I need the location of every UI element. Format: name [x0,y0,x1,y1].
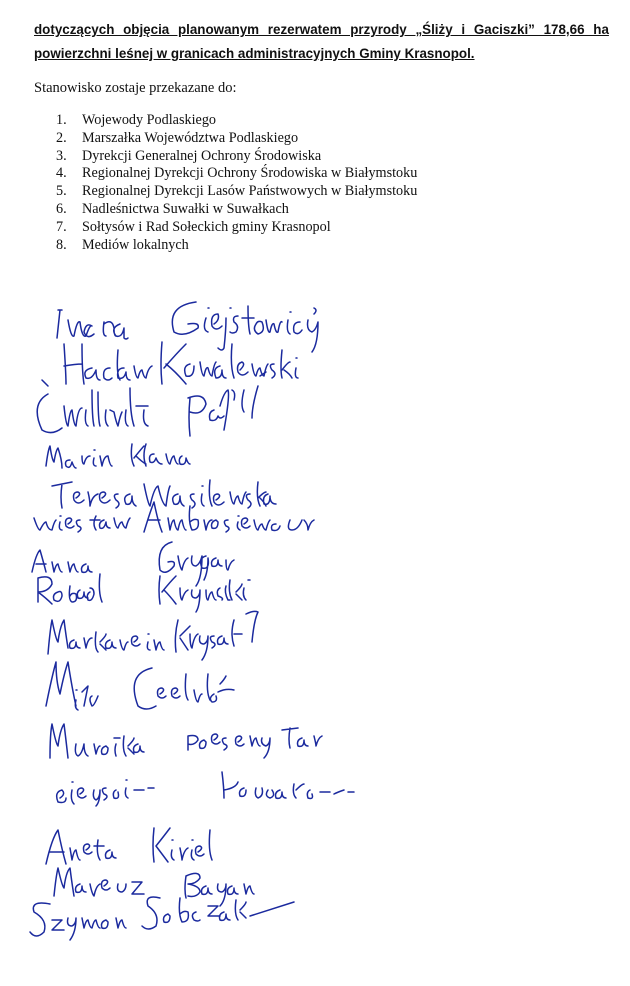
header-line-1: dotyczących objęcia planowanym rezerwatem przyrody „Śliży i Gaciszki” 178,66 ha [34,22,609,37]
signature-stroke [188,372,266,436]
signature-name [0,0,1,1]
handwritten-signatures [0,280,630,980]
list-text: Dyrekcji Generalnej Ochrony Środowiska [82,147,322,164]
signature-stroke [188,728,322,758]
list-text: Nadleśnictwa Suwałki w Suwałkach [82,200,289,217]
signature-stroke [38,574,102,604]
signature-stroke [222,772,354,799]
signature-stroke [161,342,298,384]
list-item [56,112,417,130]
list-number: 4. [56,165,67,182]
signature-stroke [153,828,212,862]
signature-stroke [50,724,144,758]
list-number: 5. [56,183,67,200]
signature-stroke [159,542,234,586]
list-item [56,165,417,183]
list-number: 3. [56,147,67,164]
list-number: 8. [56,236,67,253]
list-text: Regionalnej Dyrekcji Lasów Państwowych w Białymstoku [82,183,418,200]
list-text: Wojewody Podlaskiego [82,112,217,128]
document-header [34,18,609,66]
list-text: Marszałka Województwa Podlaskiego [82,129,299,146]
signature-stroke [46,662,98,710]
list-item [56,237,417,255]
list-number: 6. [56,200,67,217]
list-item [56,183,417,201]
signature-stroke [46,446,112,468]
list-item [56,148,417,166]
signature-stroke [57,780,154,806]
header-line-2: powierzchni leśnej w granicach administracyjnych Gminy Krasnopol. [34,46,475,61]
signature-stroke [144,502,314,532]
recipient-list [56,112,417,254]
signature-stroke [46,830,116,864]
signature-stroke [142,897,294,929]
signature-stroke [57,310,128,339]
list-text: Mediów lokalnych [82,236,189,253]
signature-stroke [144,480,276,508]
signature-stroke [134,668,234,709]
signature-stroke [52,482,136,508]
list-number: 1. [56,112,67,128]
list-item [56,219,417,237]
signature-stroke [131,444,190,466]
signature-stroke [172,302,318,352]
list-item [56,130,417,148]
signature-stroke [185,873,254,906]
signature-stroke [30,903,126,940]
signature-stroke [159,576,250,612]
intro-text: Stanowisko zostaje przekazane do: [34,80,237,96]
signature-stroke [175,611,258,660]
list-item [56,201,417,219]
list-number: 2. [56,129,67,146]
signature-stroke [32,550,92,572]
list-number: 7. [56,218,67,235]
signature-stroke [64,344,152,384]
list-text: Sołtysów i Rad Sołeckich gminy Krasnopol [82,218,331,235]
signature-stroke [54,868,144,896]
signature-names [0,0,1,1]
signature-stroke [48,620,164,654]
list-text: Regionalnej Dyrekcji Ochrony Środowiska w Białymstoku [82,165,418,182]
signature-stroke [34,516,130,532]
signature-stroke [37,380,148,433]
